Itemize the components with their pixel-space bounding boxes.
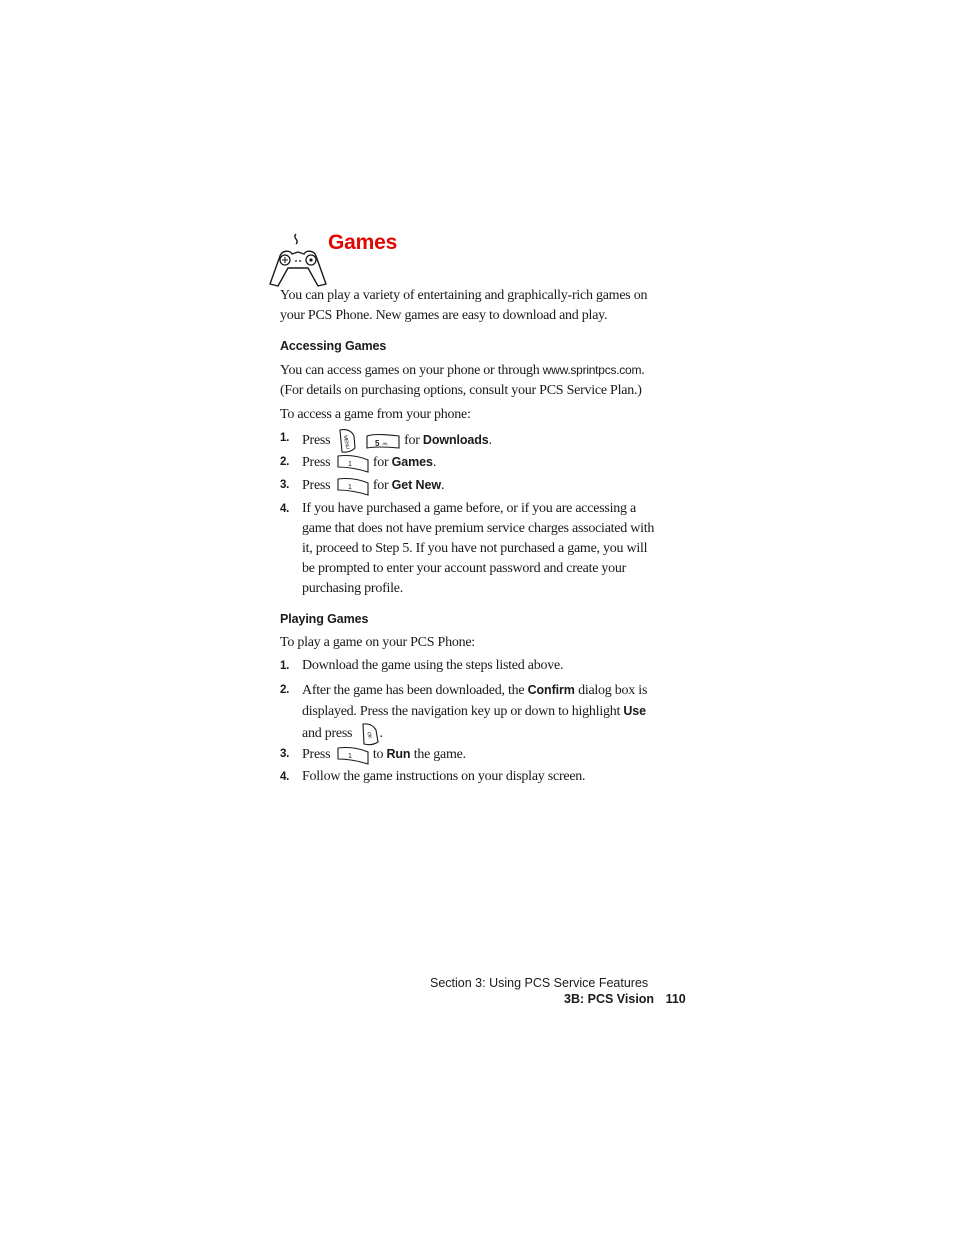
key-1-icon xyxy=(336,453,370,473)
footer-chapter-title: 3B: PCS Vision xyxy=(564,992,655,1006)
intro-paragraph: You can play a variety of entertaining and graphically-rich games on your PCS Phone. New games are easy to download and play. xyxy=(280,288,648,323)
access-intro-text: To access a game from your phone: xyxy=(280,407,471,422)
page-number: 110 xyxy=(665,992,686,1006)
svg-text:1: 1 xyxy=(347,460,352,468)
game-controller-icon xyxy=(266,232,330,288)
menu-key-icon xyxy=(336,428,358,454)
key-1-icon xyxy=(336,745,370,765)
svg-text:OK: OK xyxy=(364,731,373,740)
accessing-paragraph: You can access games on your phone or through www.sprintpcs.com. (For details on purchasing options, consult your PCS Service Plan.) xyxy=(280,363,645,398)
page-title: Games xyxy=(328,231,398,254)
list-item: 1. Press MENU 5 JKL for Downloads. xyxy=(280,428,680,450)
list-item: 2. Press 1 for Games. xyxy=(280,452,680,474)
list-item: 4. If you have purchased a game before, or if you are accessing a game that does not have premium service charges associated with it, proceed to Step 5. If you have not purchased a game, you will be prompted to enter your account password and create your purchasing profile. xyxy=(280,501,655,596)
list-item: 1. Download the game using the steps listed above. xyxy=(280,658,564,673)
key-5-icon xyxy=(365,432,401,450)
list-item: 3. Press 1 for Get New. xyxy=(280,475,680,497)
svg-text:5: 5 xyxy=(374,439,380,448)
key-1-icon xyxy=(336,476,370,496)
footer-section: Section 3: Using PCS Service Features xyxy=(430,976,649,990)
footer-chapter xyxy=(564,992,686,1006)
accessing-games-heading: Accessing Games xyxy=(280,339,387,353)
ok-key-icon xyxy=(358,722,380,746)
list-item: 4. Follow the game instructions on your display screen. xyxy=(280,769,586,784)
list-item: 3. Press 1 to Run the game. xyxy=(280,744,680,766)
playing-intro-text: To play a game on your PCS Phone: xyxy=(280,635,475,650)
playing-games-heading: Playing Games xyxy=(280,612,369,626)
svg-text:JKL: JKL xyxy=(381,441,388,446)
svg-text:MENU: MENU xyxy=(341,434,350,450)
list-item: 2. After the game has been downloaded, the Confirm dialog box is displayed. Press the navigation key up or down to highlight Use and press OK . xyxy=(280,680,680,746)
sprintpcs-link[interactable]: www.sprintpcs.com xyxy=(542,363,642,377)
svg-text:1: 1 xyxy=(347,752,352,760)
svg-text:1: 1 xyxy=(347,483,352,491)
